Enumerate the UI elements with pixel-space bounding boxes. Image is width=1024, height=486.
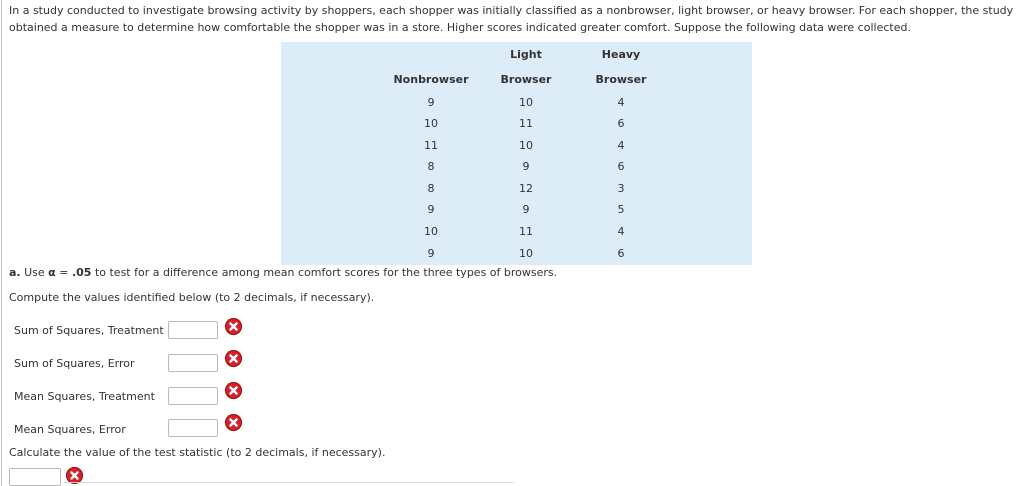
cell-heavy: 4 bbox=[617, 96, 625, 109]
cell-light: 10 bbox=[519, 139, 533, 152]
cell-nonbrowser: 9 bbox=[427, 96, 435, 109]
cell-heavy: 3 bbox=[617, 182, 625, 195]
cell-nonbrowser: 10 bbox=[424, 225, 438, 238]
header-light: Light bbox=[510, 48, 542, 61]
part-a-label: a. bbox=[9, 266, 21, 279]
incorrect-x-icon bbox=[225, 350, 242, 367]
cell-light: 11 bbox=[519, 225, 533, 238]
divider bbox=[64, 482, 513, 483]
cell-light: 9 bbox=[522, 203, 530, 216]
ss-treatment-input[interactable] bbox=[168, 321, 218, 339]
header-heavy-browser: Browser bbox=[595, 73, 647, 86]
cell-heavy: 6 bbox=[617, 247, 625, 260]
header-heavy: Heavy bbox=[601, 48, 641, 61]
ms-treatment-input[interactable] bbox=[168, 387, 218, 405]
header-light-browser: Browser bbox=[500, 73, 552, 86]
data-table bbox=[281, 42, 752, 265]
incorrect-x-icon bbox=[225, 382, 242, 399]
cell-light: 10 bbox=[519, 247, 533, 260]
cell-heavy: 6 bbox=[617, 160, 625, 173]
header-nonbrowser: Nonbrowser bbox=[393, 73, 469, 86]
cell-nonbrowser: 9 bbox=[427, 203, 435, 216]
cell-nonbrowser: 9 bbox=[427, 247, 435, 260]
cell-heavy: 4 bbox=[617, 225, 625, 238]
ss-error-input[interactable] bbox=[168, 354, 218, 372]
incorrect-x-icon bbox=[225, 414, 242, 431]
compute-instruction: Compute the values identified below (to 2 decimals, if necessary). bbox=[9, 291, 375, 304]
ms-treatment-label: Mean Squares, Treatment bbox=[14, 390, 155, 403]
ms-error-label: Mean Squares, Error bbox=[14, 423, 126, 436]
cell-heavy: 5 bbox=[617, 203, 625, 216]
incorrect-x-icon bbox=[225, 318, 242, 335]
cell-heavy: 6 bbox=[617, 117, 625, 130]
cell-nonbrowser: 8 bbox=[427, 182, 435, 195]
ss-treatment-label: Sum of Squares, Treatment bbox=[14, 324, 164, 337]
alpha-value: .05 bbox=[71, 266, 92, 279]
cell-nonbrowser: 11 bbox=[424, 139, 438, 152]
problem-intro: In a study conducted to investigate browsing activity by shoppers, each shopper was initially classified as a nonbrowser, light browser, or heavy browser. For each shopper, the study obtained a measure to determine how comfortable the shopper was in a store. Higher scores indicated greater comfort. Suppose the following data were collected. bbox=[9, 4, 1014, 34]
cell-nonbrowser: 8 bbox=[427, 160, 435, 173]
alpha-symbol: α bbox=[48, 266, 56, 279]
equals-sign: = bbox=[59, 266, 69, 279]
part-a-question bbox=[9, 266, 557, 279]
part-a-text-before: Use bbox=[24, 266, 45, 279]
part-a-text-after: to test for a difference among mean comfort scores for the three types of browsers. bbox=[94, 266, 558, 279]
cell-light: 11 bbox=[519, 117, 533, 130]
cell-light: 9 bbox=[522, 160, 530, 173]
cell-heavy: 4 bbox=[617, 139, 625, 152]
cell-light: 12 bbox=[519, 182, 533, 195]
cell-light: 10 bbox=[519, 96, 533, 109]
ss-error-label: Sum of Squares, Error bbox=[14, 357, 135, 370]
test-statistic-instruction: Calculate the value of the test statistic (to 2 decimals, if necessary). bbox=[9, 446, 386, 459]
ms-error-input[interactable] bbox=[168, 419, 218, 437]
left-border bbox=[1, 0, 2, 486]
cell-nonbrowser: 10 bbox=[424, 117, 438, 130]
test-statistic-input[interactable] bbox=[9, 468, 61, 486]
